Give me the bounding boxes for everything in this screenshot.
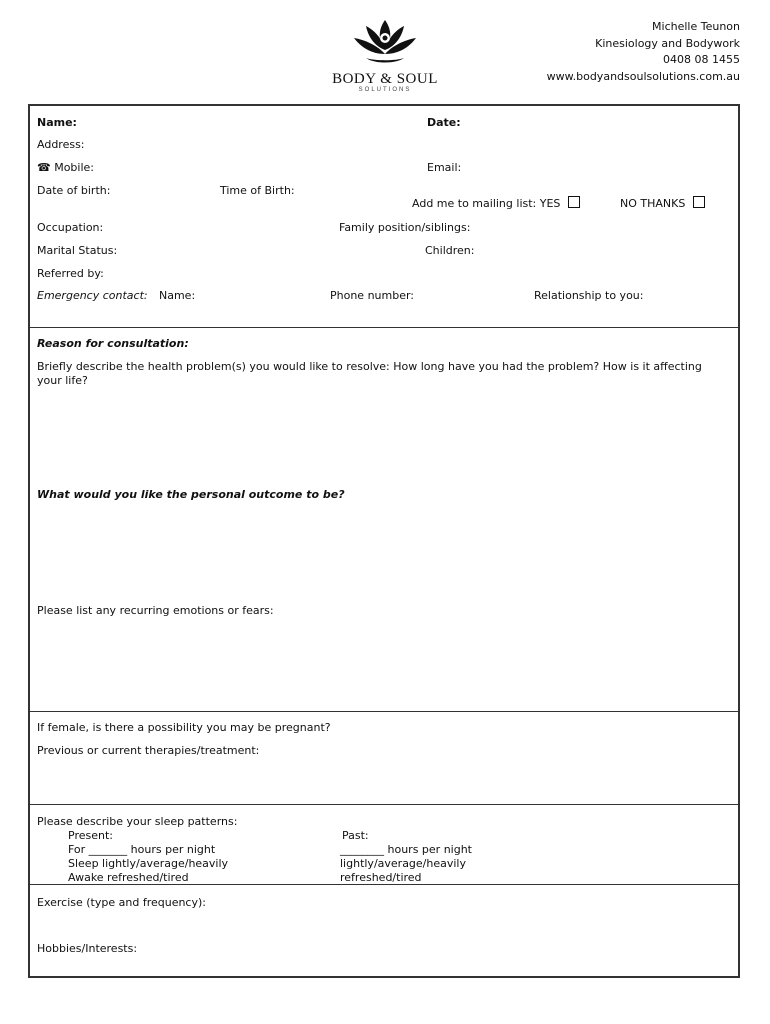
present-sleep-options[interactable]: Sleep lightly/average/heavily — [68, 857, 229, 870]
brand-subtitle: SOLUTIONS — [358, 87, 412, 93]
hobbies-label[interactable]: Hobbies/Interests: — [37, 942, 138, 955]
date-label[interactable]: Date: — [427, 116, 461, 129]
present-awake-options[interactable]: Awake refreshed/tired — [68, 871, 189, 884]
dob-label[interactable]: Date of birth: — [37, 184, 111, 197]
practice-name: Kinesiology and Bodywork — [595, 36, 740, 50]
occupation-label[interactable]: Occupation: — [37, 221, 104, 234]
sleep-heading: Please describe your sleep patterns: — [37, 815, 238, 828]
section-divider — [28, 327, 740, 328]
logo — [330, 18, 440, 93]
children-label[interactable]: Children: — [425, 244, 475, 257]
referred-label[interactable]: Referred by: — [37, 267, 104, 280]
family-label[interactable]: Family position/siblings: — [339, 221, 471, 234]
ec-name-label[interactable]: Name: — [159, 289, 196, 302]
email-label[interactable]: Email: — [427, 161, 462, 174]
practitioner-name: Michelle Teunon — [652, 20, 740, 33]
no-thanks-checkbox[interactable] — [693, 196, 705, 208]
describe-problem-label[interactable]: Briefly describe the health problem(s) you would like to resolve: How long have you had the problem? How is it affecting your life? — [37, 360, 702, 387]
outcome-label[interactable]: What would you like the personal outcome to be? — [37, 488, 345, 501]
past-sleep-options[interactable]: lightly/average/heavily — [340, 857, 467, 870]
practice-phone: 0408 08 1455 — [663, 53, 740, 66]
emergency-label: Emergency contact: — [37, 289, 148, 302]
past-awake-options[interactable]: refreshed/tired — [340, 871, 422, 884]
phone-icon: ☎ — [37, 161, 51, 174]
address-label[interactable]: Address: — [37, 138, 85, 151]
tob-label[interactable]: Time of Birth: — [220, 184, 295, 197]
mailing-no[interactable] — [620, 196, 705, 210]
sleep-present-label: Present: — [68, 829, 113, 842]
mobile-label: Mobile: — [54, 161, 94, 174]
pregnant-label[interactable]: If female, is there a possibility you may be pregnant? — [37, 721, 331, 734]
ec-phone-label[interactable]: Phone number: — [330, 289, 415, 302]
section-divider — [28, 711, 740, 712]
no-thanks-label: NO THANKS — [620, 197, 686, 210]
mobile-field[interactable] — [37, 161, 94, 174]
practice-website[interactable]: www.bodyandsoulsolutions.com.au — [546, 69, 740, 83]
past-hours-field[interactable]: ________ hours per night — [340, 843, 472, 856]
brand-name: BODY & SOUL — [332, 71, 438, 87]
mailing-label: Add me to mailing list: YES — [412, 197, 561, 210]
ec-relationship-label[interactable]: Relationship to you: — [534, 289, 644, 302]
section-divider — [28, 884, 740, 885]
consultation-heading: Reason for consultation: — [37, 337, 189, 350]
lotus-icon — [352, 18, 418, 66]
mailing-yes[interactable] — [412, 196, 580, 210]
exercise-label[interactable]: Exercise (type and frequency): — [37, 896, 206, 909]
present-hours-field[interactable]: For _______ hours per night — [68, 843, 216, 856]
emotions-label[interactable]: Please list any recurring emotions or fears: — [37, 604, 274, 617]
sleep-past-label: Past: — [342, 829, 369, 842]
name-label[interactable]: Name: — [37, 116, 77, 129]
marital-label[interactable]: Marital Status: — [37, 244, 118, 257]
yes-checkbox[interactable] — [568, 196, 580, 208]
contact-block — [547, 19, 740, 85]
section-divider — [28, 804, 740, 805]
therapies-label[interactable]: Previous or current therapies/treatment: — [37, 744, 260, 757]
